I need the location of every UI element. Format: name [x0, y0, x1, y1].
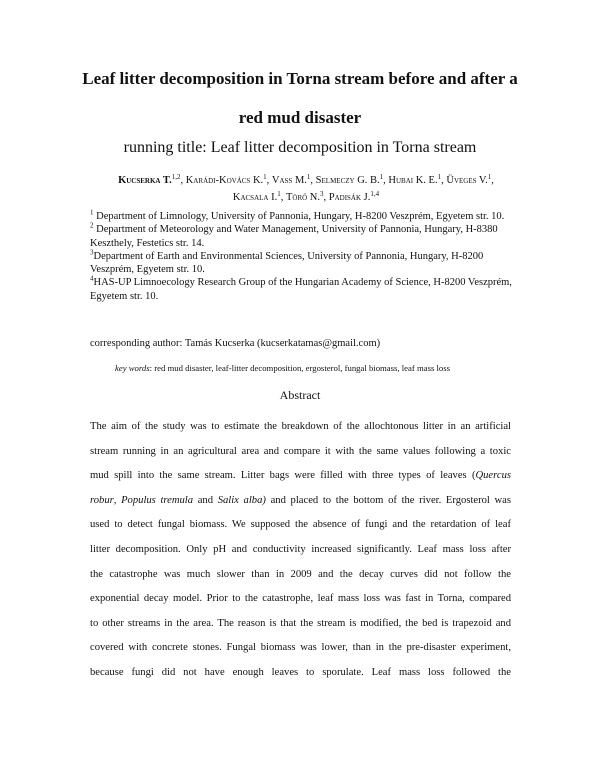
- abstract-line: [90, 464, 511, 489]
- keywords-text: : red mud disaster, leaf-litter decomposition, ergosterol, fungal biomass, leaf mass loss: [149, 363, 451, 373]
- affiliation-number: 2: [90, 221, 94, 230]
- author-affil-mark: 1,4: [370, 190, 380, 198]
- species-name: robur: [90, 494, 114, 506]
- author: Padisák J.: [328, 192, 371, 203]
- author: Kucserka T.: [118, 175, 172, 186]
- affiliation-item: [90, 210, 526, 223]
- author-affil-mark: 1: [379, 173, 384, 181]
- abstract-text: mud spill into the same stream. Litter bags were filled with three types of leaves (: [90, 470, 476, 482]
- abstract-line: to other streams in the area. The reason is that the stream is modified, the bed is trapezoid and: [90, 617, 511, 629]
- affiliation-text: Department of Meteorology and Water Management, University of Pannonia, Hungary, H-8380 Keszthely, Festetics str. 14.: [90, 224, 498, 249]
- affiliation-number: 3: [90, 248, 94, 257]
- species-name: Populus tremula: [121, 494, 194, 506]
- abstract-body: [90, 415, 511, 686]
- author-affil-mark: 1: [437, 173, 442, 181]
- author-affil-mark: 1: [487, 173, 492, 181]
- author-affil-mark: 1: [306, 173, 311, 181]
- author: Hubai K. E.: [388, 175, 438, 186]
- affiliation-number: 1: [90, 208, 94, 217]
- running-title: running title: Leaf litter decomposition in Torna stream: [123, 139, 477, 156]
- abstract-line: stream running in an agricultural area and compare it with the same values following a toxic: [90, 445, 511, 457]
- abstract-text: and placed to the bottom of the river. Ergosterol was: [265, 494, 511, 506]
- affiliation-item: [90, 223, 526, 250]
- author-affil-mark: 3: [320, 190, 324, 198]
- abstract-line: covered with concrete stones. Fungal biomass was lower, than in the pre-disaster experiment,: [90, 642, 511, 654]
- abstract-line: used to detect fungal biomass. We supposed the absence of fungi and the retardation of leaf: [90, 519, 511, 531]
- paper-title-line-1: Leaf litter decomposition in Torna stream before and after a: [82, 69, 518, 88]
- species-name: Quercus: [475, 470, 511, 482]
- abstract-line: exponential decay model. Prior to the catastrophe, leaf mass loss was fast in Torna, compared: [90, 593, 511, 605]
- abstract-line: because fungi did not have enough leaves to sporulate. Leaf mass loss followed the: [90, 666, 511, 678]
- abstract-line: the catastrophe was much slower than in 2009 and the decay curves did not follow the: [90, 568, 511, 580]
- paper-title-line-2: red mud disaster: [238, 108, 362, 127]
- abstract-line: [90, 489, 511, 514]
- abstract-text: ,: [113, 494, 122, 506]
- abstract-line: The aim of the study was to estimate the breakdown of the allochtonous litter in an artificial: [90, 421, 511, 432]
- species-name: Salix alba): [217, 494, 266, 506]
- abstract-line: litter decomposition. Only pH and conductivity increased significantly. Leaf mass loss after: [90, 543, 511, 555]
- affiliation-number: 4: [90, 274, 94, 283]
- affiliation-text: Department of Limnology, University of Pannonia, Hungary, H-8200 Veszprém, Egyetem str. 10.: [96, 211, 505, 222]
- abstract-text: and: [193, 494, 218, 506]
- author: Törő N.: [285, 192, 320, 203]
- affiliation-item: [90, 250, 526, 277]
- affiliation-text: HAS-UP Limnoecology Research Group of the Hungarian Academy of Science, H-8200 Veszprém, Egyetem str. 10.: [90, 277, 512, 302]
- keywords-label: key words: [115, 363, 150, 373]
- keywords: [115, 363, 555, 373]
- author: Kacsala I.: [232, 192, 278, 203]
- affiliation-text: Department of Earth and Environmental Sciences, University of Pannonia, Hungary, H-8200 Veszprém, Egyetem str. 10.: [90, 250, 484, 276]
- author-list: Kucserka T.$^{1,2}$, Karádi-Kovács K.$^1$, Vass M.$^1$, Selmeczy G. B.$^1$, Hubai K. E.$^1$, Üveges V.$^1$, Kacsala I.$^1$, Törő N.$^3$, Padisák J.$^{1,4}$: [118, 173, 494, 203]
- author-affil-mark: 1: [277, 190, 281, 198]
- corresponding-author: corresponding author: Tamás Kucserka (kucserkatamas@gmail.com): [90, 338, 381, 349]
- abstract-heading: Abstract: [279, 388, 321, 402]
- author: Üveges V.: [446, 175, 488, 186]
- author: Vass M.: [271, 175, 307, 186]
- author: Selmeczy G. B.: [315, 175, 380, 186]
- affiliation-item: [90, 276, 526, 303]
- author: Karádi-Kovács K.: [185, 175, 264, 186]
- author-affil-mark: 1: [263, 173, 267, 181]
- affiliation-list: [90, 210, 526, 303]
- author-affil-mark: 1,2: [171, 173, 181, 181]
